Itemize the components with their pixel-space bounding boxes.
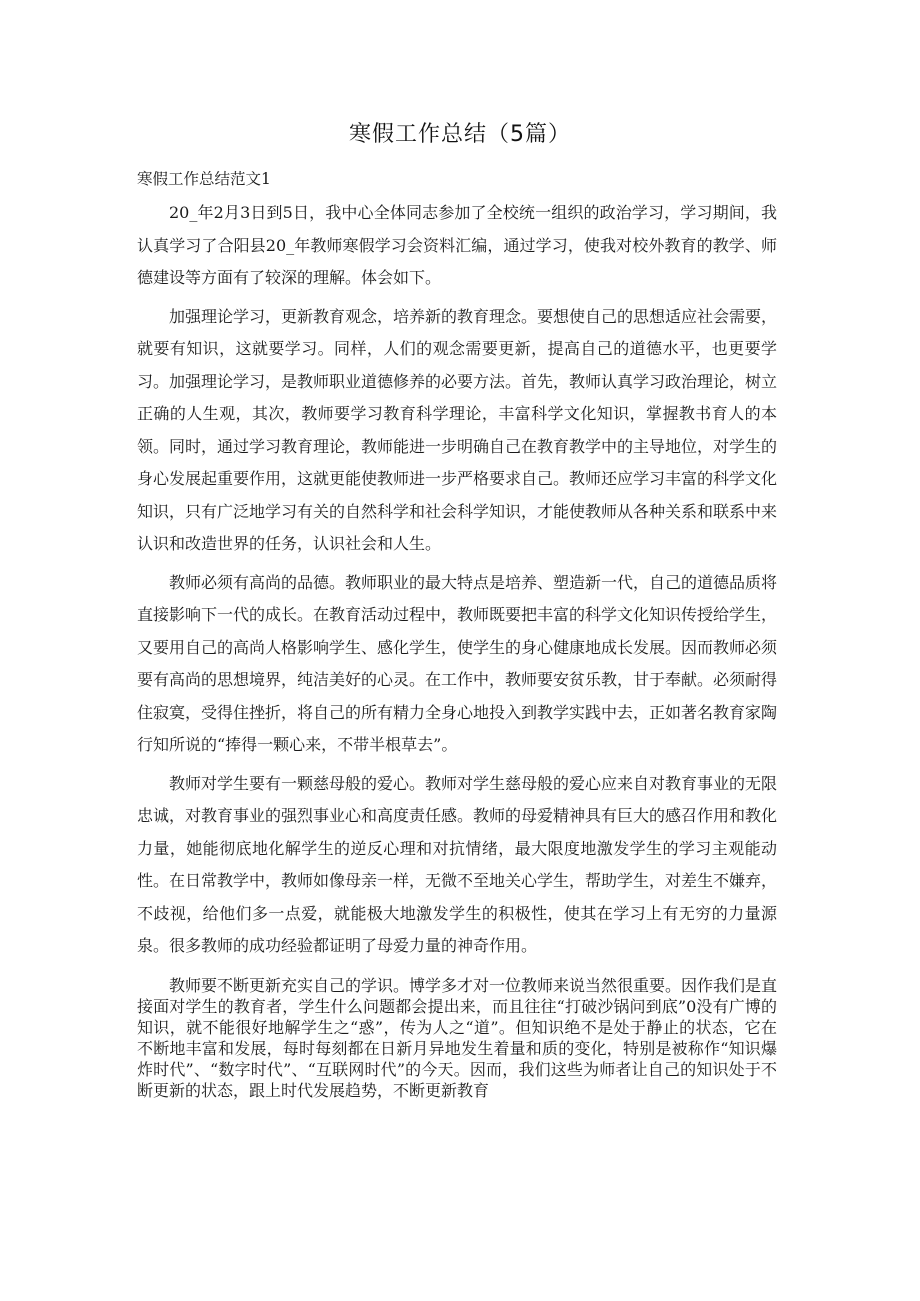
paragraph-4: 教师对学生要有一颗慈母般的爱心。教师对学生慈母般的爱心应来自对教育事业的无限忠诚，对教育事业的强烈事业心和高度责任感。教师的母爱精神具有巨大的感召作用和教化力量，她能彻底地化解学生的逆反心理和对抗情绪，最大限度地激发学生的学习主观能动性。在日常教学中，教师如像母亲一样，无微不至地关心学生，帮助学生，对差生不嫌弃，不歧视，给他们多一点爱，就能极大地激发学生的积极性，使其在学习上有无穷的力量源泉。很多教师的成功经验都证明了母爱力量的神奇作用。 bbox=[137, 773, 778, 955]
paragraph-2: 加强理论学习，更新教育观念，培养新的教育理念。要想使自己的思想适应社会需要，就要有知识，这就要学习。同样，人们的观念需要更新，提高自己的道德水平，也更要学习。加强理论学习，是教师职业道德修养的必要方法。首先，教师认真学习政治理论，树立正确的人生观，其次，教师要学习教育科学理论，丰富科学文化知识，掌握教书育人的本领。同时，通过学习教育理论，教师能进一步明确自己在教育教学中的主导地位，对学生的身心发展起重要作用，这就更能使教师进一步严格要求自己。教师还应学习丰富的科学文化知识，只有广泛地学习有关的自然科学和社会科学知识，才能使教师从各种关系和联系中来认识和改造世界的任务，认识社会和人生。 bbox=[137, 306, 778, 553]
document-title: 寒假工作总结（5篇） bbox=[349, 122, 571, 147]
document-body bbox=[137, 197, 777, 1101]
document-subtitle: 寒假工作总结范文1 bbox=[137, 170, 271, 188]
paragraph-5: 教师要不断更新充实自己的学识。博学多才对一位教师来说当然很重要。因作我们是直接面对学生的教育者，学生什么问题都会提出来，而且往往“打破沙锅问到底”0没有广博的知识，就不能很好地解学生之“惑”，传为人之“道”。但知识绝不是处于静止的状态，它在不断地丰富和发展，每时每刻都在日新月异地发生着量和质的变化，特别是被称作“知识爆炸时代”、“数字时代”、“互联网时代”的今天。因而，我们这些为师者让自己的知识处于不断更新的状态，跟上时代发展趋势，不断更新教育 bbox=[137, 975, 778, 1100]
paragraph-1: 20_年2月3日到5日，我中心全体同志参加了全校统一组织的政治学习，学习期间，我认真学习了合阳县20_年教师寒假学习会资料汇编，通过学习，使我对校外教育的教学、师德建设等方面有了较深的理解。体会如下。 bbox=[137, 203, 777, 287]
paragraph-3: 教师必须有高尚的品德。教师职业的最大特点是培养、塑造新一代，自己的道德品质将直接影响下一代的成长。在教育活动过程中，教师既要把丰富的科学文化知识传授给学生，又要用自己的高尚人格影响学生、感化学生，使学生的身心健康地成长发展。因而教师必须要有高尚的思想境界，纯洁美好的心灵。在工作中，教师要安贫乐教，甘于奉献。必须耐得住寂寞，受得住挫折，将自己的所有精力全身心地投入到教学实践中去，正如著名教育家陶行知所说的“捧得一颗心来，不带半根草去”。 bbox=[137, 572, 778, 754]
